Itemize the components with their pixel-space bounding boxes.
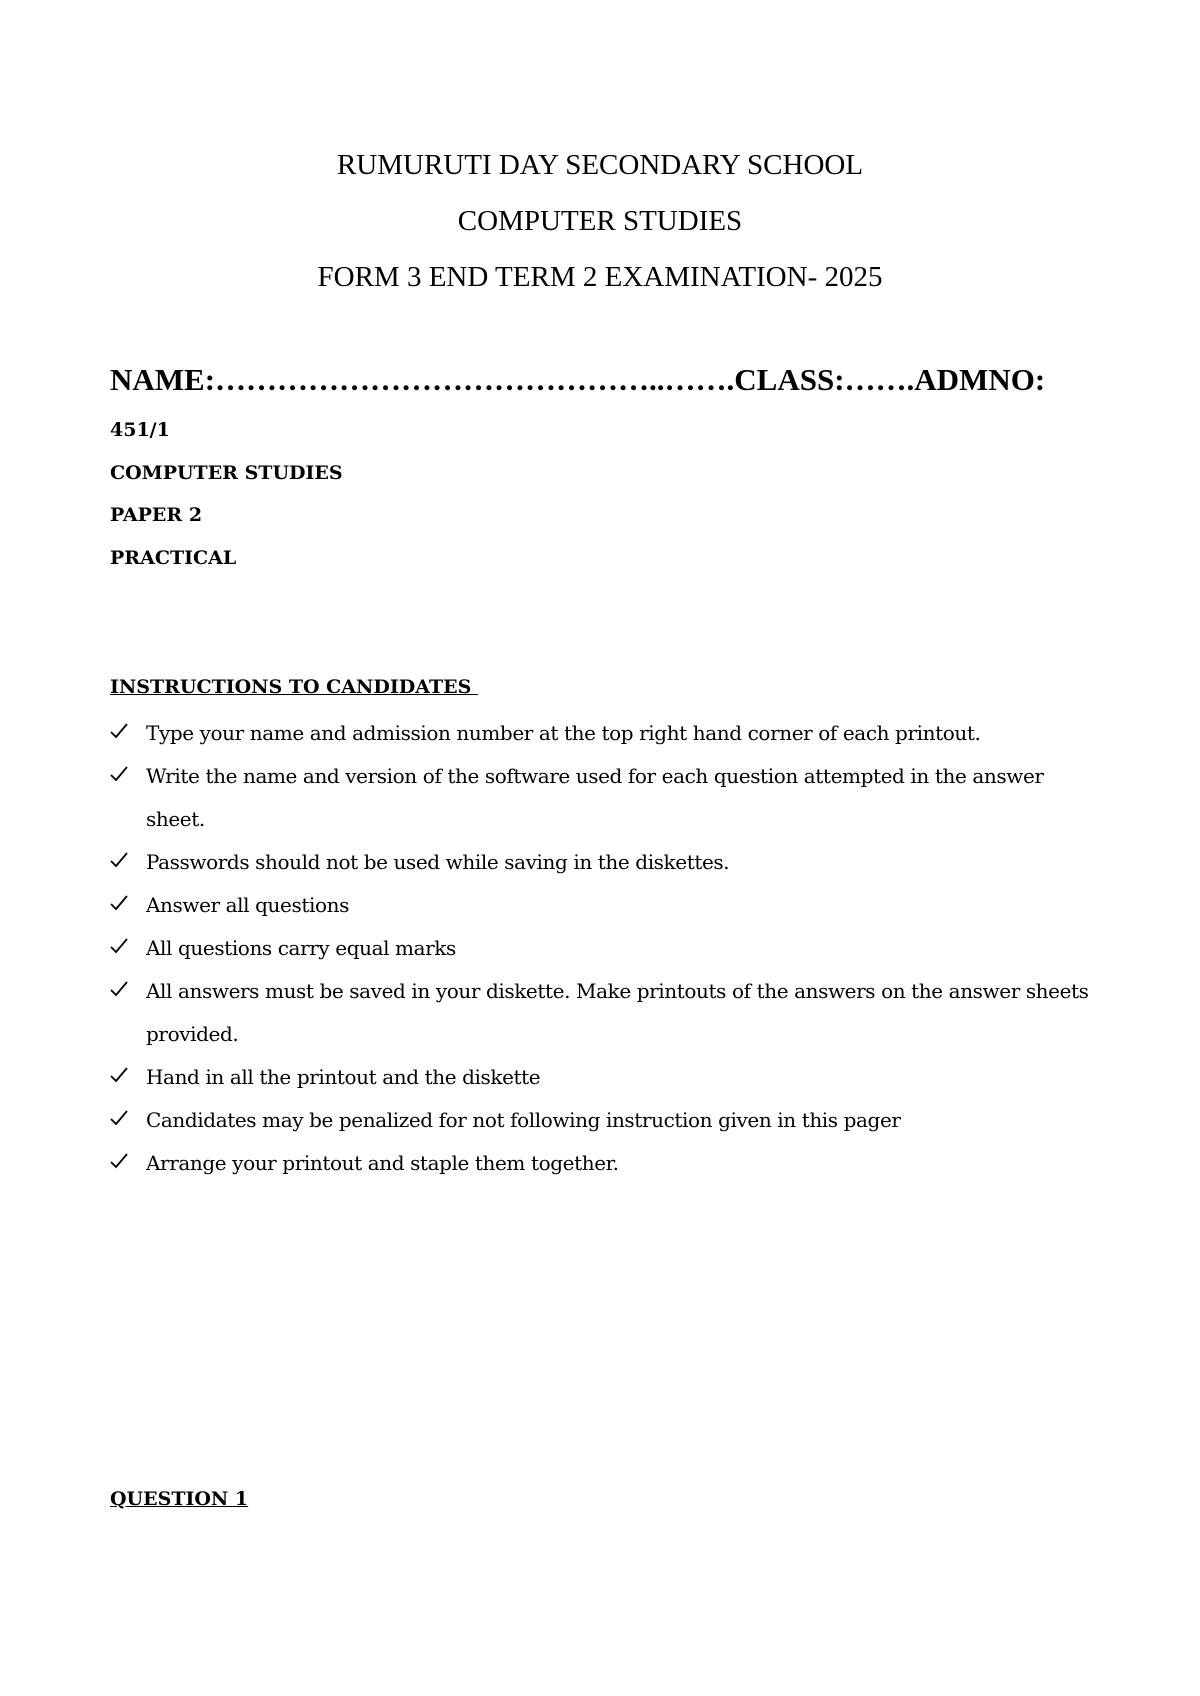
instruction-item bbox=[110, 884, 1100, 927]
instruction-item bbox=[110, 1056, 1100, 1099]
paper-code: 451/1 bbox=[110, 419, 170, 441]
paper-number: PAPER 2 bbox=[110, 504, 203, 526]
check-icon bbox=[110, 755, 132, 798]
instruction-item bbox=[110, 841, 1100, 884]
instructions-heading: INSTRUCTIONS TO CANDIDATES bbox=[110, 676, 478, 698]
instruction-text: Passwords should not be used while saving in the diskettes. bbox=[146, 850, 730, 874]
instructions-list bbox=[110, 712, 1100, 1185]
school-name: RUMURUTI DAY SECONDARY SCHOOL bbox=[336, 149, 864, 181]
candidate-details-line: NAME:……………………………………..…….CLASS:…….ADMNO: bbox=[110, 362, 1046, 397]
instruction-item bbox=[110, 712, 1100, 755]
check-icon bbox=[110, 884, 132, 927]
check-icon bbox=[110, 927, 132, 970]
instruction-text: All questions carry equal marks bbox=[146, 936, 456, 960]
instruction-text: Candidates may be penalized for not following instruction given in this pager bbox=[146, 1108, 901, 1132]
instruction-text: Hand in all the printout and the diskette bbox=[146, 1065, 541, 1089]
paper-subject: COMPUTER STUDIES bbox=[110, 462, 343, 484]
check-icon bbox=[110, 1099, 132, 1142]
instruction-item bbox=[110, 1099, 1100, 1142]
instruction-item bbox=[110, 755, 1100, 841]
instruction-text: Write the name and version of the software used for each question attempted in the answer sheet. bbox=[146, 764, 1044, 831]
instruction-text: Type your name and admission number at the top right hand corner of each printout. bbox=[146, 721, 981, 745]
paper-type: PRACTICAL bbox=[110, 547, 237, 569]
check-icon bbox=[110, 1142, 132, 1185]
subject-title: COMPUTER STUDIES bbox=[457, 205, 743, 237]
instruction-text: Answer all questions bbox=[146, 893, 349, 917]
check-icon bbox=[110, 712, 132, 755]
instruction-item bbox=[110, 927, 1100, 970]
question-heading: QUESTION 1 bbox=[110, 1488, 249, 1510]
check-icon bbox=[110, 970, 132, 1013]
check-icon bbox=[110, 841, 132, 884]
check-icon bbox=[110, 1056, 132, 1099]
exam-title: FORM 3 END TERM 2 EXAMINATION- 2025 bbox=[317, 261, 883, 293]
instruction-item bbox=[110, 970, 1100, 1056]
instruction-item bbox=[110, 1142, 1100, 1185]
instruction-text: All answers must be saved in your diskette. Make printouts of the answers on the answer sheets provided. bbox=[146, 979, 1089, 1046]
instruction-text: Arrange your printout and staple them together. bbox=[146, 1151, 619, 1175]
